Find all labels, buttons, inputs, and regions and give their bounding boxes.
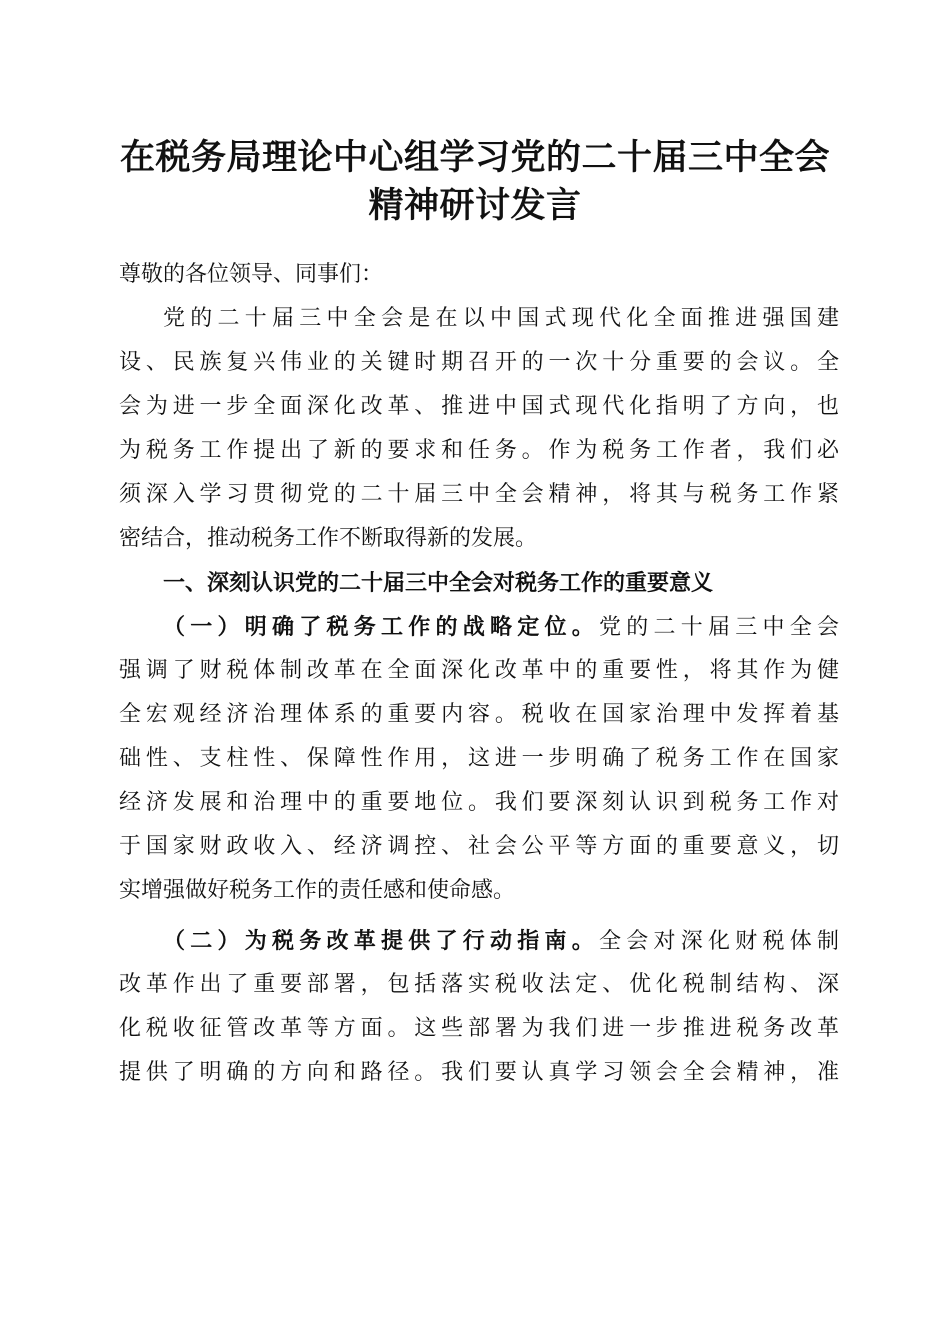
salutation: 尊敬的各位领导、同事们：: [119, 262, 384, 287]
subsection-1-line: 于国家财政收入、经济调控、社会公平等方面的重要意义，切: [119, 834, 839, 859]
subsection-2-text: 全会对深化财税体制: [598, 929, 839, 954]
subsection-2-first-line: [119, 919, 839, 963]
document-title-line-1: 在税务局理论中心组学习党的二十届三中全会: [119, 137, 830, 178]
subsection-1-line: 全宏观经济治理体系的重要内容。税收在国家治理中发挥着基: [119, 702, 839, 727]
subsection-1-text: 党的二十届三中全会: [598, 615, 839, 640]
paragraph-1-line: 会为进一步全面深化改革、推进中国式现代化指明了方向，也: [119, 394, 839, 419]
paragraph-1-line: 须深入学习贯彻党的二十届三中全会精神，将其与税务工作紧: [119, 482, 839, 507]
subsection-1-line: 强调了财税体制改革在全面深化改革中的重要性，将其作为健: [119, 658, 839, 683]
document-body: [119, 253, 839, 1095]
subsection-2-line: 改革作出了重要部署，包括落实税收法定、优化税制结构、深: [119, 972, 839, 997]
subsection-2-lead: （二）为税务改革提供了行动指南。: [163, 928, 599, 954]
subsection-2-line: 化税收征管改革等方面。这些部署为我们进一步推进税务改革: [119, 1016, 839, 1041]
subsection-2-line: 提供了明确的方向和路径。我们要认真学习领会全会精神，准: [119, 1060, 839, 1085]
document-title-line-2: 精神研讨发言: [368, 185, 582, 226]
subsection-1-line: 经济发展和治理中的重要地位。我们要深刻认识到税务工作对: [119, 790, 839, 815]
subsection-1-line: 础性、支柱性、保障性作用，这进一步明确了税务工作在国家: [119, 746, 839, 771]
section-heading-1: 一、深刻认识党的二十届三中全会对税务工作的重要意义: [163, 570, 714, 596]
paragraph-1-line: 密结合，推动税务工作不断取得新的发展。: [119, 526, 538, 551]
subsection-1-first-line: [119, 605, 839, 649]
paragraph-1-line: 设、民族复兴伟业的关键时期召开的一次十分重要的会议。全: [119, 350, 839, 375]
subsection-1-line: 实增强做好税务工作的责任感和使命感。: [119, 878, 516, 903]
subsection-1-lead: （一）明确了税务工作的战略定位。: [163, 614, 599, 640]
paragraph-1-line: 党的二十届三中全会是在以中国式现代化全面推进强国建: [163, 306, 839, 331]
paragraph-1-line: 为税务工作提出了新的要求和任务。作为税务工作者，我们必: [119, 438, 839, 463]
